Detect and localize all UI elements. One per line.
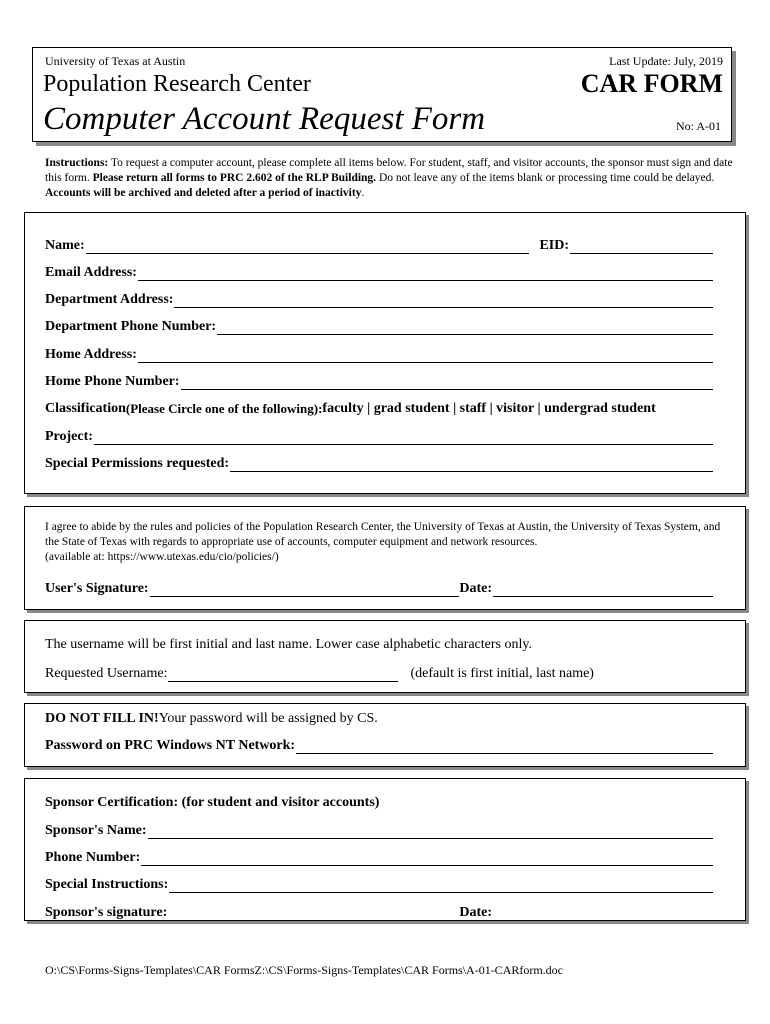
sponsor-name-row bbox=[45, 821, 713, 839]
user-date-label: Date: bbox=[459, 581, 492, 596]
sponsor-signature-label: Sponsor's signature: bbox=[45, 905, 168, 920]
user-signature-label: User's Signature: bbox=[45, 581, 149, 596]
sponsor-name-field[interactable] bbox=[148, 824, 713, 839]
dept-phone-field[interactable] bbox=[217, 320, 713, 335]
classification-note: (Please Circle one of the following): bbox=[125, 401, 323, 416]
special-instructions-row bbox=[45, 875, 713, 893]
special-instructions-field[interactable] bbox=[169, 878, 713, 893]
sponsor-phone-label: Phone Number: bbox=[45, 850, 141, 865]
center-name: Population Research Center bbox=[43, 71, 311, 97]
agreement-text bbox=[45, 520, 725, 565]
password-assigned-note: Your password will be assigned by CS. bbox=[158, 711, 378, 726]
agreement-section bbox=[24, 506, 746, 610]
sponsor-date-label: Date: bbox=[459, 905, 492, 920]
car-form-label: CAR FORM bbox=[580, 69, 723, 98]
do-not-fill-row bbox=[45, 709, 713, 727]
requested-username-field[interactable] bbox=[168, 667, 398, 682]
email-label: Email Address: bbox=[45, 265, 137, 280]
home-phone-field[interactable] bbox=[181, 375, 713, 390]
password-field bbox=[296, 739, 713, 754]
instructions bbox=[45, 156, 735, 201]
instructions-label: Instructions: bbox=[45, 157, 109, 169]
username-note-text: The username will be first initial and last name. Lower case alphabetic characters only. bbox=[45, 637, 532, 652]
project-field[interactable] bbox=[94, 430, 713, 445]
special-instructions-label: Special Instructions: bbox=[45, 877, 169, 892]
sponsor-signature-field[interactable] bbox=[168, 906, 459, 921]
instructions-text-1: To request a computer account, please complete all items below. For student, staff, and visitor accounts, the sponsor must sign and date this form. bbox=[45, 157, 733, 184]
user-signature-field[interactable] bbox=[150, 582, 460, 597]
sponsor-section bbox=[24, 778, 746, 921]
sponsor-name-label: Sponsor's Name: bbox=[45, 823, 147, 838]
eid-field[interactable] bbox=[570, 239, 713, 254]
password-label: Password on PRC Windows NT Network: bbox=[45, 738, 296, 753]
password-section bbox=[24, 703, 746, 767]
home-address-field[interactable] bbox=[138, 348, 713, 363]
requested-username-label: Requested Username: bbox=[45, 666, 168, 681]
home-phone-row bbox=[45, 372, 713, 390]
instructions-archive: Accounts will be archived and deleted after a period of inactivity bbox=[45, 187, 362, 199]
instructions-return: Please return all forms to PRC 2.602 of the RLP Building. bbox=[92, 172, 377, 184]
password-row bbox=[45, 736, 713, 754]
name-label: Name: bbox=[45, 238, 85, 253]
username-section bbox=[24, 620, 746, 693]
home-address-label: Home Address: bbox=[45, 347, 137, 362]
file-path-footer: O:\CS\Forms-Signs-Templates\CAR FormsZ:\CS\Forms-Signs-Templates\CAR Forms\A-01-CARform.doc bbox=[45, 963, 564, 977]
dept-phone-label: Department Phone Number: bbox=[45, 319, 217, 334]
form-number: No: A-01 bbox=[676, 119, 721, 133]
dept-address-label: Department Address: bbox=[45, 292, 174, 307]
last-update: Last Update: July, 2019 bbox=[609, 54, 723, 68]
home-phone-label: Home Phone Number: bbox=[45, 374, 180, 389]
eid-label: EID: bbox=[539, 238, 569, 253]
sponsor-phone-row bbox=[45, 848, 713, 866]
name-field[interactable] bbox=[86, 239, 530, 254]
agreement-body: I agree to abide by the rules and policies of the Population Research Center, the University of Texas at Austin, the University of Texas System, and the State of Texas with regards to appropriate use of accounts, computer equipment and network resources. bbox=[45, 521, 721, 548]
username-default-note: (default is first initial, last name) bbox=[410, 666, 594, 681]
special-permissions-field[interactable] bbox=[230, 457, 713, 472]
sponsor-phone-field[interactable] bbox=[141, 851, 713, 866]
dept-address-row bbox=[45, 290, 713, 308]
email-row bbox=[45, 263, 713, 281]
project-row bbox=[45, 427, 713, 445]
project-label: Project: bbox=[45, 429, 93, 444]
form-title: Computer Account Request Form bbox=[43, 101, 486, 137]
username-note bbox=[45, 635, 713, 653]
policies-link: (available at: https://www.utexas.edu/cio/policies/) bbox=[45, 551, 279, 563]
requested-username-row bbox=[45, 664, 713, 682]
sponsor-signature-row bbox=[45, 903, 713, 921]
user-date-field[interactable] bbox=[493, 582, 713, 597]
sponsor-cert-row bbox=[45, 793, 713, 811]
sponsor-certification: Sponsor Certification: (for student and visitor accounts) bbox=[45, 795, 380, 810]
name-row bbox=[45, 236, 713, 254]
dept-address-field[interactable] bbox=[174, 293, 713, 308]
classification-options[interactable]: faculty | grad student | staff | visitor | undergrad student bbox=[322, 401, 656, 416]
user-signature-row bbox=[45, 579, 713, 597]
classification-label: Classification bbox=[45, 401, 126, 416]
email-field[interactable] bbox=[138, 266, 713, 281]
special-permissions-row bbox=[45, 454, 713, 472]
dept-phone-row bbox=[45, 317, 713, 335]
form-header bbox=[32, 47, 732, 142]
home-address-row bbox=[45, 345, 713, 363]
university-label: University of Texas at Austin bbox=[45, 54, 186, 68]
instructions-text-3: . bbox=[361, 187, 365, 199]
instructions-text-2: Do not leave any of the items blank or processing time could be delayed. bbox=[376, 172, 715, 184]
personal-info-section bbox=[24, 212, 746, 494]
special-permissions-label: Special Permissions requested: bbox=[45, 456, 230, 471]
do-not-fill-label: DO NOT FILL IN! bbox=[45, 711, 159, 726]
sponsor-date-field[interactable] bbox=[493, 906, 713, 921]
classification-row bbox=[45, 399, 713, 417]
